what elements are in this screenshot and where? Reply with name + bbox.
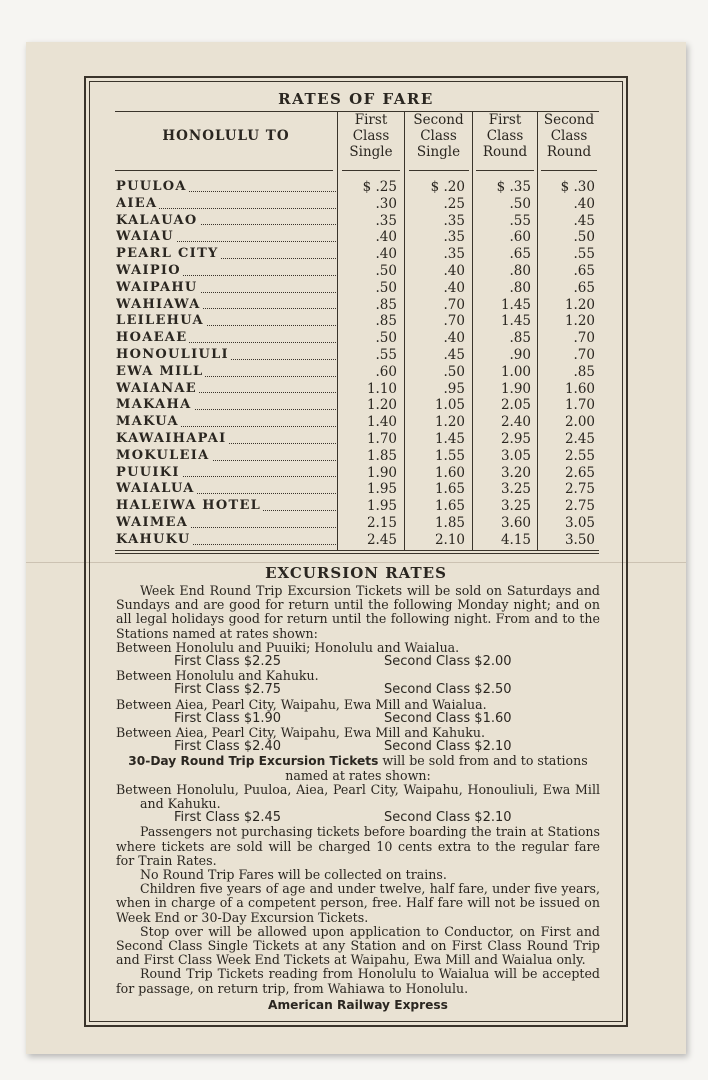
fare-row (115, 532, 599, 549)
first-class-price: First Class $2.40 (174, 739, 282, 755)
station-label: WAIPIO (116, 262, 181, 278)
fare-value: 1.20 (564, 313, 595, 330)
fare-value: 1.20 (434, 414, 465, 431)
fare-value: .65 (573, 262, 595, 279)
fare-value: .40 (443, 279, 465, 296)
fare-row (115, 448, 599, 465)
station-label: PUUIKI (116, 464, 180, 480)
station-label: AIEA (116, 195, 158, 211)
excursion-title: EXCURSION RATES (265, 564, 447, 582)
fare-value: .60 (375, 363, 397, 380)
fare-row (115, 364, 599, 381)
station-name (116, 297, 336, 314)
fare-value: .80 (509, 262, 531, 279)
fare-table-rows (115, 179, 599, 549)
fare-value: 2.40 (500, 414, 531, 431)
fare-value: .95 (443, 380, 465, 397)
fare-value: 1.90 (500, 380, 531, 397)
col-header-second-single: Second Class Single (413, 112, 464, 160)
fare-row (115, 280, 599, 297)
fare-value: 3.60 (500, 514, 531, 531)
header-underline (409, 170, 469, 171)
fare-value: 1.65 (434, 481, 465, 498)
station-name (116, 498, 336, 515)
station-label: WAIMEA (116, 514, 189, 530)
fare-value: 1.40 (366, 414, 397, 431)
fare-row (115, 229, 599, 246)
fare-value: .70 (443, 296, 465, 313)
fare-value: 1.95 (366, 481, 397, 498)
station-name (116, 448, 336, 465)
col-header-second-round: Second Class Round (543, 112, 595, 160)
station-label: HONOULIULI (116, 346, 229, 362)
note-paragraph: Round Trip Tickets reading from Honolulu to Waialua will be accepted for passage, on return trip, from Wahiawa to Honolulu. (116, 966, 600, 996)
fare-row (115, 330, 599, 347)
fare-value: 3.25 (500, 498, 531, 515)
fare-row (115, 246, 599, 263)
fare-row (115, 381, 599, 398)
fare-value: 2.75 (564, 498, 595, 515)
route-label: Between Aiea, Pearl City, Waipahu, Ewa Mill and Kahuku. (116, 724, 485, 740)
first-class-price: First Class $2.45 (174, 810, 282, 826)
fare-value: .35 (443, 212, 465, 229)
fare-value: .50 (375, 279, 397, 296)
first-class-price: First Class $1.90 (174, 710, 282, 726)
col-header-first-single: First Class Single (349, 112, 393, 160)
price-line (116, 683, 600, 697)
station-label: KAWAIHAPAI (116, 430, 227, 446)
station-name (116, 381, 336, 398)
station-label: WAIANAE (116, 380, 197, 396)
fare-value: 3.05 (564, 514, 595, 531)
second-class-price: Second Class $1.60 (384, 710, 512, 726)
station-label: EWA MILL (116, 363, 204, 379)
fare-value: .85 (573, 363, 595, 380)
route-label: Between Aiea, Pearl City, Waipahu, Ewa Mill and Waialua. (116, 696, 487, 712)
station-name (116, 481, 336, 498)
table-bottom-rule (115, 553, 599, 554)
fare-value: .50 (375, 330, 397, 347)
signature: American Railway Express (268, 997, 448, 1012)
fare-row (115, 297, 599, 314)
station-name (116, 397, 336, 414)
fare-value: 2.95 (500, 430, 531, 447)
station-label: HOAEAE (116, 330, 188, 346)
header-underline (342, 170, 400, 171)
station-name (116, 196, 336, 213)
route-label: Between Honolulu and Puuiki; Honolulu and Waialua. (116, 639, 460, 655)
station-label: HALEIWA HOTEL (116, 498, 262, 514)
fare-row (115, 213, 599, 230)
fare-value: $ .20 (430, 179, 465, 195)
fare-value: 1.45 (500, 313, 531, 330)
fare-row (115, 179, 599, 196)
fare-value: .50 (375, 262, 397, 279)
station-label: MAKAHA (116, 397, 192, 413)
fare-value: .40 (443, 330, 465, 347)
note-paragraph: No Round Trip Fares will be collected on trains. (140, 866, 447, 882)
fare-value: .40 (375, 246, 397, 263)
fare-row (115, 196, 599, 213)
fare-value: 2.10 (434, 531, 465, 548)
fare-value: .55 (573, 246, 595, 263)
thirty-day-heading: 30-Day Round Trip Excursion Tickets (128, 754, 379, 769)
second-class-price: Second Class $2.10 (384, 810, 512, 826)
station-name (116, 465, 336, 482)
station-name (116, 313, 336, 330)
header-underline (541, 170, 597, 171)
fare-row (115, 465, 599, 482)
second-class-price: Second Class $2.10 (384, 739, 512, 755)
station-name (116, 431, 336, 448)
fare-value: .70 (573, 330, 595, 347)
station-name (116, 179, 336, 196)
station-name (116, 532, 336, 549)
fare-value: .80 (509, 279, 531, 296)
station-name (116, 515, 336, 532)
price-line (116, 655, 600, 669)
fare-value: 1.00 (500, 363, 531, 380)
fare-value: .30 (375, 195, 397, 212)
fare-value: .70 (573, 346, 595, 363)
fare-value: .65 (573, 279, 595, 296)
first-class-price: First Class $2.25 (174, 654, 282, 670)
price-line (116, 811, 600, 825)
excursion-text (116, 584, 600, 1012)
fare-value: 2.75 (564, 481, 595, 498)
fare-card (26, 42, 686, 1054)
fare-value: .40 (443, 262, 465, 279)
fare-value: 1.70 (366, 430, 397, 447)
fare-value: .85 (375, 313, 397, 330)
fare-value: 3.50 (564, 531, 595, 548)
station-label: WAIPAHU (116, 279, 198, 295)
fare-value: .45 (573, 212, 595, 229)
station-label: PEARL CITY (116, 246, 219, 262)
fare-value: .40 (375, 229, 397, 246)
fare-value: 1.60 (434, 464, 465, 481)
fare-value: 3.25 (500, 481, 531, 498)
fare-row (115, 431, 599, 448)
fare-value: .35 (375, 212, 397, 229)
fare-value: .50 (509, 195, 531, 212)
fare-value: 1.90 (366, 464, 397, 481)
fare-value: 1.05 (434, 397, 465, 414)
fare-value: 1.85 (434, 514, 465, 531)
fare-row (115, 347, 599, 364)
fare-value: .90 (509, 346, 531, 363)
station-label: WAHIAWA (116, 296, 201, 312)
fare-value: 3.20 (500, 464, 531, 481)
fare-value: 2.55 (564, 447, 595, 464)
station-label: WAIALUA (116, 481, 195, 497)
origin-label: HONOLULU TO (162, 128, 290, 144)
fare-value: .35 (443, 229, 465, 246)
fare-value: .55 (509, 212, 531, 229)
fare-row (115, 414, 599, 431)
fare-value: 1.10 (366, 380, 397, 397)
station-label: MAKUA (116, 414, 179, 430)
station-name (116, 330, 336, 347)
station-label: KAHUKU (116, 531, 191, 547)
fare-value: 2.65 (564, 464, 595, 481)
fare-row (115, 263, 599, 280)
second-class-price: Second Class $2.00 (384, 654, 512, 670)
station-name (116, 246, 336, 263)
excursion-intro: Week End Round Trip Excursion Tickets will be sold on Saturdays and Sundays and are good for return until the following Monday night; and on all legal holidays good for return until the following night. From and to the Stations named at rates shown: (116, 583, 600, 641)
fare-row (115, 498, 599, 515)
fare-value: 1.60 (564, 380, 595, 397)
header-underline (115, 170, 333, 171)
station-label: LEILEHUA (116, 313, 204, 329)
fare-value: 2.15 (366, 514, 397, 531)
fare-value: .85 (375, 296, 397, 313)
fare-value: 1.20 (366, 397, 397, 414)
fare-value: $ .25 (362, 179, 397, 195)
fare-value: 1.70 (564, 397, 595, 414)
note-paragraph: Passengers not purchasing tickets before boarding the train at Stations where tickets are sold will be charged 10 cents extra to the regular fare for Train Rates. (116, 824, 600, 868)
price-line (116, 740, 600, 754)
fare-value: 4.15 (500, 531, 531, 548)
station-label: KALAUAO (116, 212, 198, 228)
fare-value: 2.00 (564, 414, 595, 431)
fare-value: 1.95 (366, 498, 397, 515)
fare-value: 1.20 (564, 296, 595, 313)
station-label: PUULOA (116, 179, 187, 194)
col-header-first-round: First Class Round (482, 112, 528, 160)
thirty-day-route: Between Honolulu, Puuloa, Aiea, Pearl City, Waipahu, Honouliuli, Ewa Mill and Kahuku. (116, 781, 600, 811)
fare-row (115, 313, 599, 330)
fare-row (115, 481, 599, 498)
border-frame (84, 76, 628, 1027)
fare-value: .35 (443, 246, 465, 263)
note-paragraph: Children five years of age and under twelve, half fare, under five years, when in charge of a competent person, free. Half fare will not be issued on Week End or 30-Day Excursion Tickets. (116, 881, 600, 925)
station-label: WAIAU (116, 229, 174, 245)
station-name (116, 364, 336, 381)
station-name (116, 213, 336, 230)
fare-value: .60 (509, 229, 531, 246)
fare-value: 1.45 (500, 296, 531, 313)
thirty-day-description: will be sold from and to stations named at rates shown: (285, 753, 588, 783)
fare-value: .45 (443, 346, 465, 363)
fare-value: 1.85 (366, 447, 397, 464)
fare-value: .65 (509, 246, 531, 263)
station-name (116, 229, 336, 246)
fare-value: .25 (443, 195, 465, 212)
fare-value: $ .35 (496, 179, 531, 195)
fare-value: 1.55 (434, 447, 465, 464)
fare-value: 2.45 (564, 430, 595, 447)
fare-value: .70 (443, 313, 465, 330)
header-underline (476, 170, 534, 171)
second-class-price: Second Class $2.50 (384, 682, 512, 698)
fare-value: 1.45 (434, 430, 465, 447)
fare-value: 3.05 (500, 447, 531, 464)
fare-value: .85 (509, 330, 531, 347)
rates-title: RATES OF FARE (278, 90, 434, 108)
fare-row (115, 397, 599, 414)
price-line (116, 712, 600, 726)
station-name (116, 347, 336, 364)
fare-value: 2.05 (500, 397, 531, 414)
station-label: MOKULEIA (116, 447, 210, 463)
fare-value: .50 (573, 229, 595, 246)
route-label: Between Honolulu and Kahuku. (116, 668, 319, 684)
fare-row (115, 515, 599, 532)
thirty-day-text (116, 754, 600, 782)
fare-value: 1.65 (434, 498, 465, 515)
table-bottom-rule (115, 550, 599, 551)
fare-value: .40 (573, 195, 595, 212)
fare-value: .50 (443, 363, 465, 380)
station-name (116, 263, 336, 280)
fare-value: .55 (375, 346, 397, 363)
note-paragraph: Stop over will be allowed upon application to Conductor, on First and Second Class Single Tickets at any Station and on First Class Round Trip and First Class Week End Tickets at Waipahu, Ewa Mill and Waialua only. (116, 923, 600, 968)
fare-value: $ .30 (560, 179, 595, 195)
station-name (116, 280, 336, 297)
fare-value: 2.45 (366, 531, 397, 548)
first-class-price: First Class $2.75 (174, 682, 282, 698)
station-name (116, 414, 336, 431)
